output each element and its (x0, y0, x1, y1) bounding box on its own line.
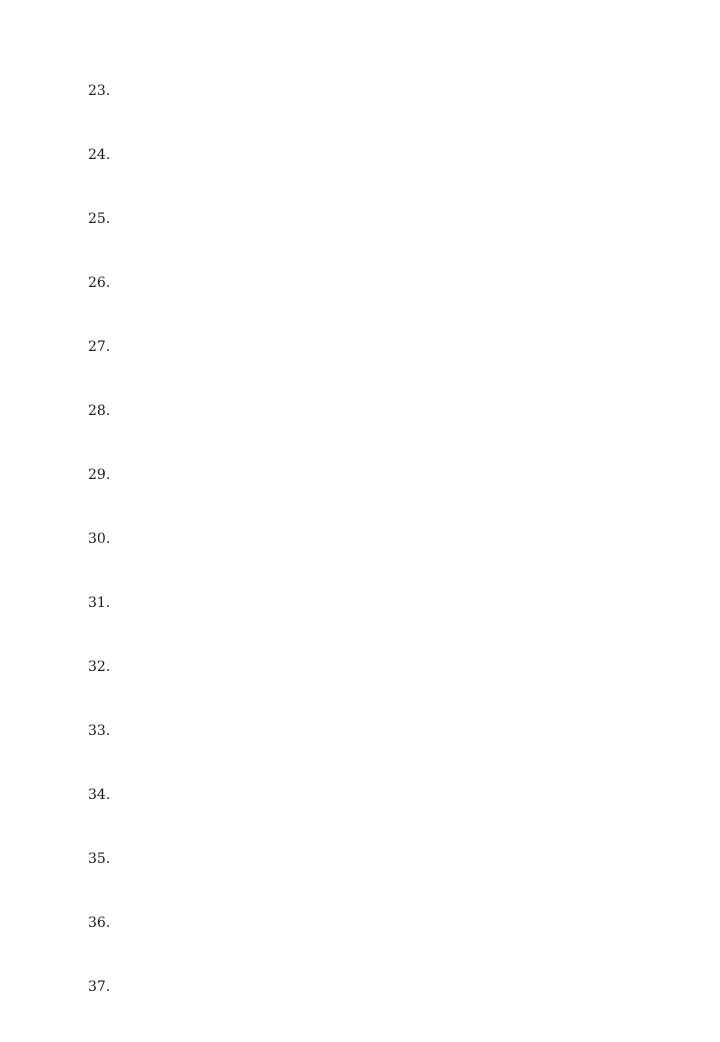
list-item (88, 274, 668, 324)
list-item (88, 786, 668, 836)
list-item (88, 530, 668, 580)
list-item (88, 466, 668, 516)
item-number: 37. (88, 979, 111, 995)
list-item (88, 850, 668, 900)
list-item (88, 594, 668, 644)
item-number: 31. (88, 595, 111, 611)
item-number: 28. (88, 403, 111, 419)
item-number: 26. (88, 275, 111, 291)
list-item (88, 722, 668, 772)
item-number: 35. (88, 851, 111, 867)
item-number: 27. (88, 339, 111, 355)
list-item (88, 914, 668, 964)
item-number: 32. (88, 659, 111, 675)
list-item (88, 338, 668, 388)
item-number: 30. (88, 531, 111, 547)
item-number: 24. (88, 147, 111, 163)
item-number: 33. (88, 723, 111, 739)
item-number: 23. (88, 83, 111, 99)
list-item (88, 146, 668, 196)
numbered-list (88, 82, 668, 1042)
list-item (88, 210, 668, 260)
item-number: 29. (88, 467, 111, 483)
item-number: 34. (88, 787, 111, 803)
list-item (88, 978, 668, 1028)
list-item (88, 402, 668, 452)
list-item (88, 82, 668, 132)
item-number: 36. (88, 915, 111, 931)
list-item (88, 658, 668, 708)
item-number: 25. (88, 211, 111, 227)
